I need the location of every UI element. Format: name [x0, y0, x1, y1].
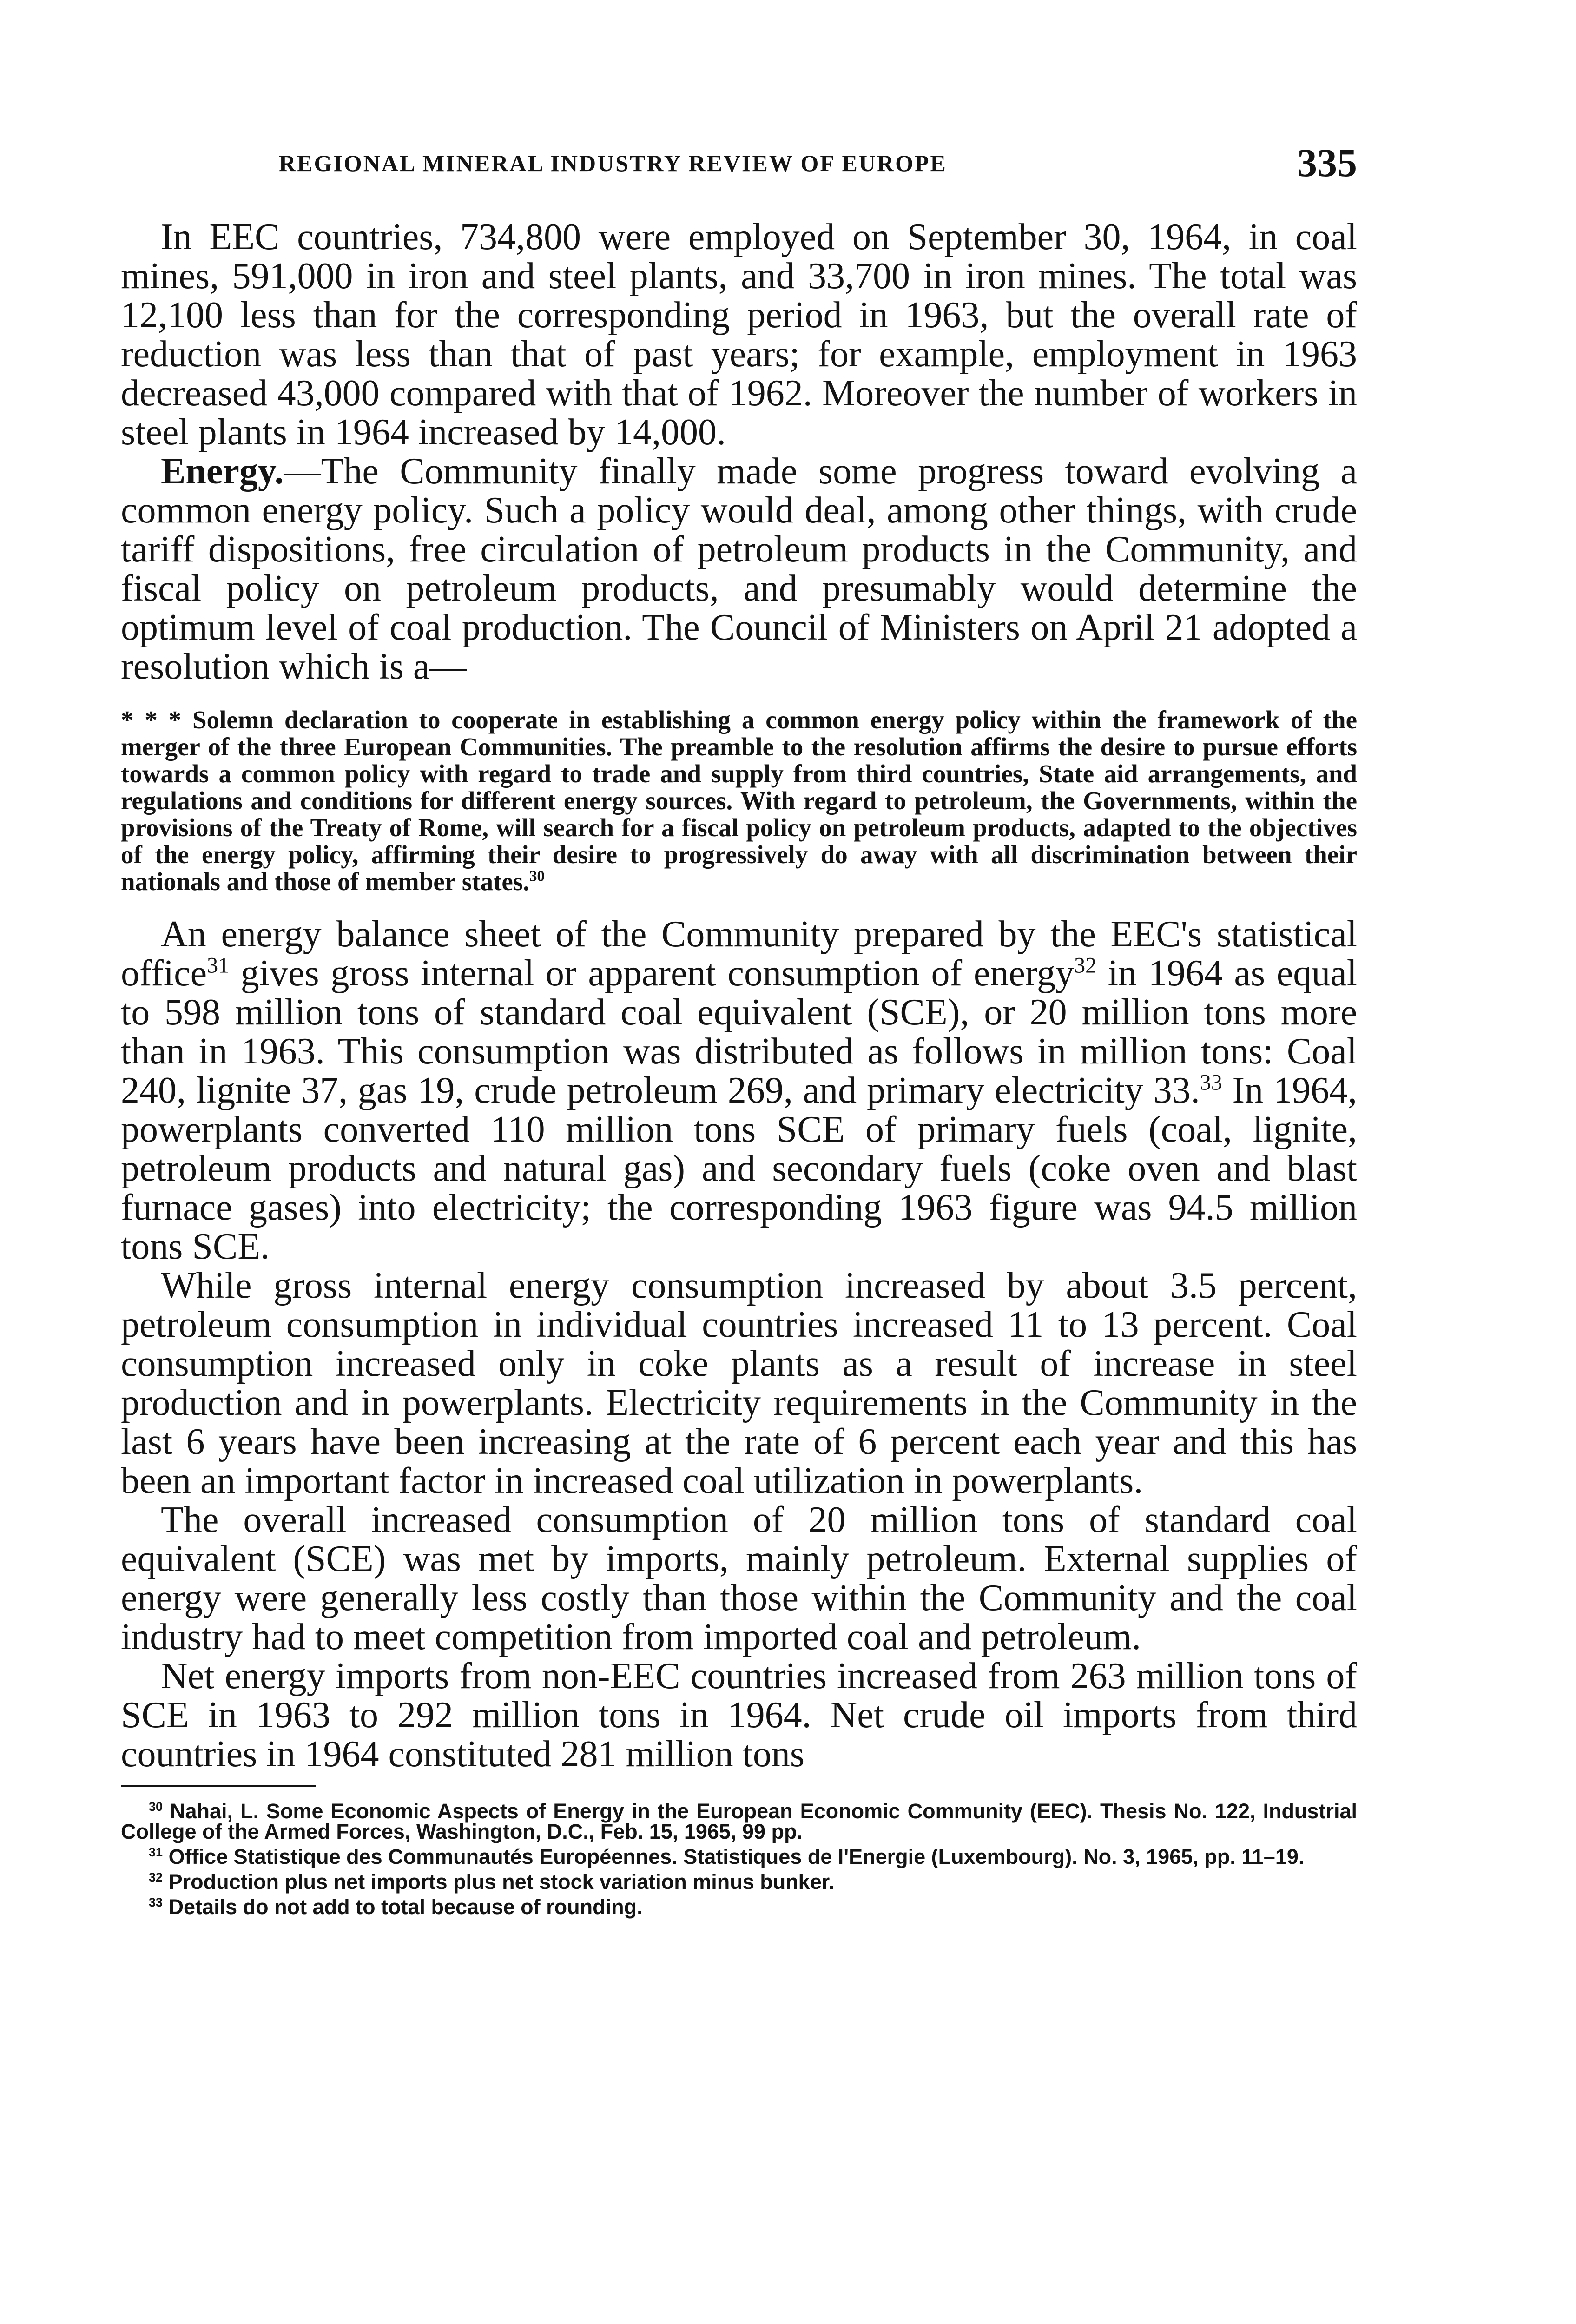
footnote-ref-31: 31 [207, 953, 230, 978]
footnotes [121, 1796, 1357, 1917]
page-number: 335 [1297, 140, 1357, 185]
paragraph-energy-balance-text-3: in 1964 as equal to 598 million tons of standard coal equivalent (SCE), or 20 million tons more than in 1963. This consumption was distributed as follows in million tons: Coal 240, lignite 37, gas 19, crude petroleum 269, and primary electricity 33. [121, 953, 1358, 1111]
paragraph-imports: The overall increased consumption of 20 million tons of standard coal equivalent (SCE) was met by imports, mainly petroleum. External supplies of energy were generally less costly than those within the Community and the coal industry had to meet competition from imported coal and petroleum. [121, 1499, 1357, 1657]
section-heading-energy: Energy. [161, 451, 284, 492]
footnote-30 [121, 1796, 1357, 1842]
paragraph-net-imports: Net energy imports from non-EEC countries increased from 263 million tons of SCE in 1963 to 292 million tons in 1964. Net crude oil imports from third countries in 1964 constituted 281 million tons [121, 1656, 1357, 1775]
paragraph-energy-balance-text-2: gives gross internal or apparent consumption of energy [229, 953, 1075, 994]
footnote-ref-30: 30 [529, 868, 545, 885]
footnote-ref-33: 33 [1200, 1070, 1222, 1095]
paragraph-energy-balance [121, 915, 1357, 1266]
block-quote-text: * * * Solemn declaration to cooperate in establishing a common energy policy within the framework of the merger of the three European Communities. The preamble to the resolution affirms the desire to pursue efforts towards a common policy with regard to trade and supply from third countries, State aid arrangements, and regulations and conditions for different energy sources. With regard to petroleum, the Governments, within the provisions of the Treaty of Rome, will search for a fiscal policy on petroleum products, adapted to the objectives of the energy policy, affirming their desire to progressively do away with all discrimination between their nationals and those of member states. [121, 706, 1357, 896]
paragraph-consumption: While gross internal energy consumption increased by about 3.5 percent, petroleum consumption in individual countries increased 11 to 13 percent. Coal consumption increased only in coke plants as a result of increase in steel production and in powerplants. Electricity requirements in the Community in the last 6 years have been increasing at the rate of 6 percent each year and this has been an important factor in increased coal utilization in powerplants. [121, 1265, 1357, 1501]
footnote-marker: 32 [149, 1870, 163, 1884]
footnote-text: Production plus net imports plus net stock variation minus bunker. [168, 1870, 835, 1894]
paragraph-employment: In EEC countries, 734,800 were employed on September 30, 1964, in coal mines, 591,000 in iron and steel plants, and 33,700 in iron mines. The total was 12,100 less than for the corresponding period in 1963, but the overall rate of reduction was less than that of past years; for example, employment in 1963 decreased 43,000 compared with that of 1962. Moreover the number of workers in steel plants in 1964 increased by 14,000. [121, 217, 1357, 453]
page-header [121, 139, 1357, 191]
block-quote [121, 706, 1357, 895]
paragraph-energy-balance-text-4: In 1964, powerplants converted 110 million tons SCE of primary fuels (coal, lignite, petroleum products and natural gas) and secondary fuels (coke oven and blast furnace gases) into electricity; the corresponding 1963 figure was 94.5 million tons SCE. [121, 1070, 1357, 1267]
footnote-text: Office Statistique des Communautés Européennes. Statistiques de l'Energie (Luxembourg). No. 3, 1965, pp. 11–19. [168, 1845, 1305, 1868]
running-head: REGIONAL MINERAL INDUSTRY REVIEW OF EUROPE [279, 150, 947, 176]
body-text [121, 218, 1357, 1917]
paragraph-energy [121, 452, 1357, 686]
paragraph-energy-balance-text-1: An energy balance sheet of the Community prepared by the EEC's statistical office [121, 914, 1357, 994]
footnote-text: Details do not add to total because of rounding. [168, 1895, 643, 1919]
footnote-text: Nahai, L. Some Economic Aspects of Energy in the European Economic Community (EEC). Thesis No. 122, Industrial College of the Armed Forces, Washington, D.C., Feb. 15, 1965, 99 pp. [121, 1799, 1357, 1843]
footnote-marker: 31 [149, 1845, 163, 1859]
paragraph-energy-text: —The Community finally made some progress toward evolving a common energy policy. Such a policy would deal, among other things, with crude tariff dispositions, free circulation of petroleum products in the Community, and fiscal policy on petroleum products, and presumably would determine the optimum level of coal production. The Council of Ministers on April 21 adopted a resolution which is a— [121, 451, 1357, 687]
footnote-marker: 30 [149, 1800, 163, 1814]
footnote-marker: 33 [149, 1895, 163, 1909]
footnote-31 [121, 1842, 1357, 1867]
footnote-33 [121, 1892, 1357, 1917]
footnote-32 [121, 1867, 1357, 1892]
footnote-divider [121, 1785, 316, 1787]
footnote-ref-32: 32 [1074, 953, 1097, 978]
